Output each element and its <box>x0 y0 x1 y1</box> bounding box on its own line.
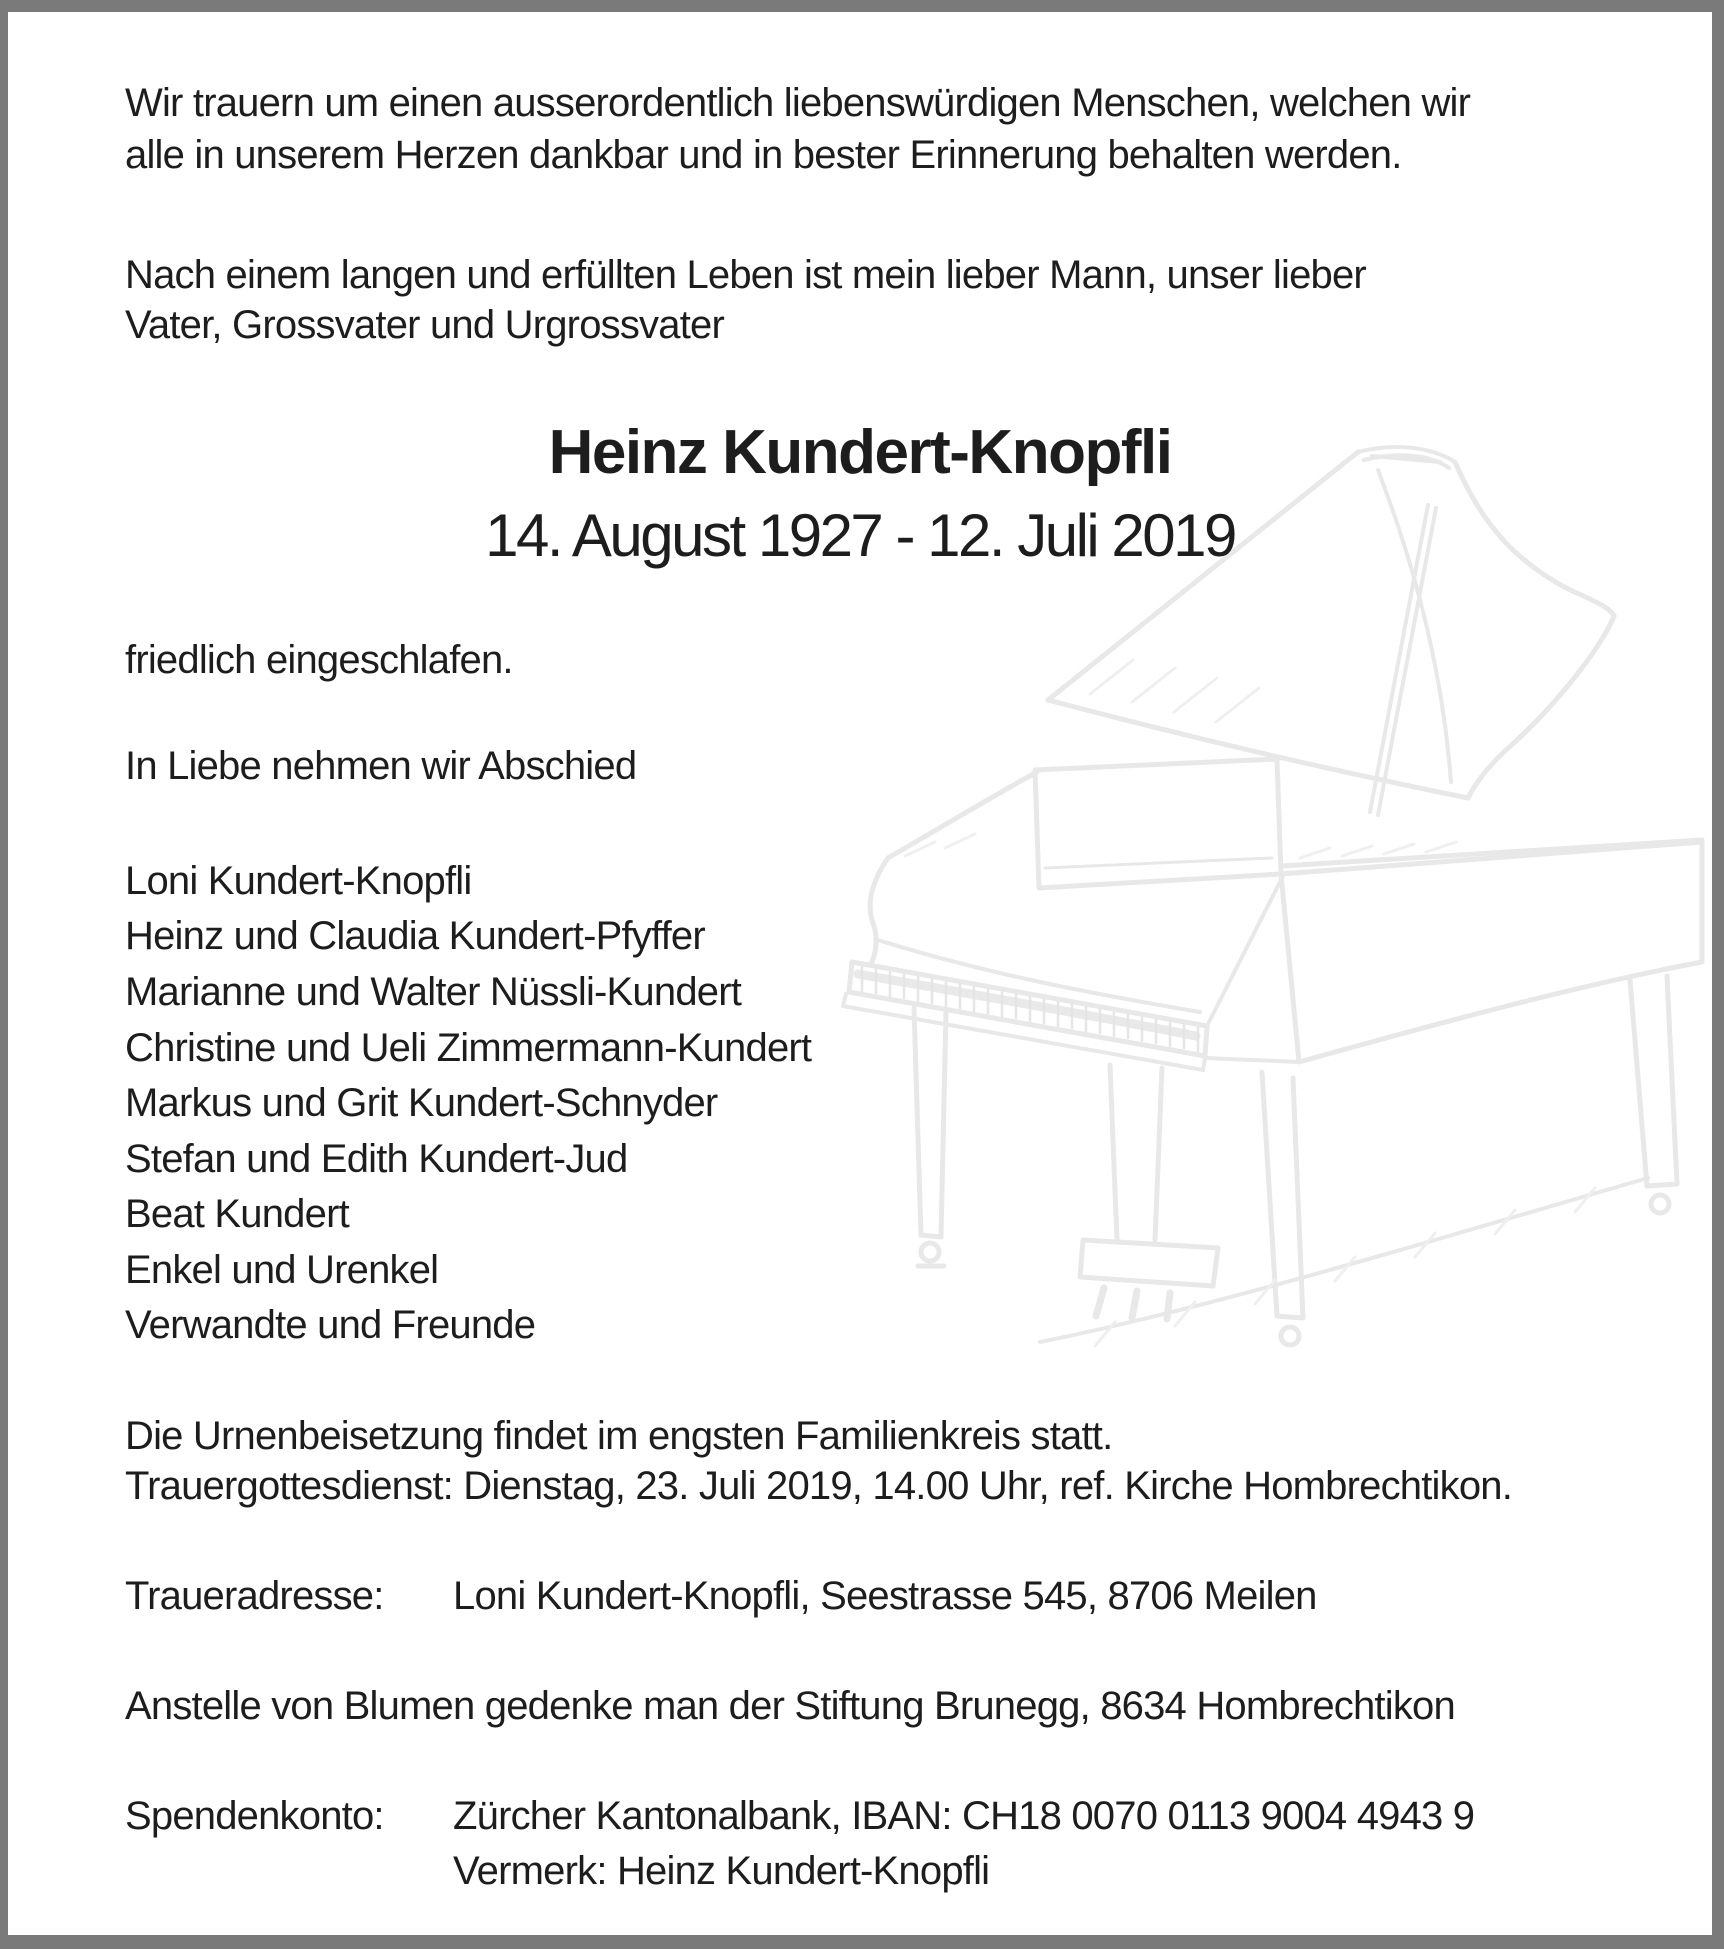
mourner-item: Heinz und Claudia Kundert-Pfyffer <box>125 914 705 958</box>
intro-par2-line1: Nach einem langen und erfüllten Leben ist mein lieber Mann, unser lieber <box>125 253 1366 297</box>
mourner-item: Markus und Grit Kundert-Schnyder <box>125 1081 718 1125</box>
mourner-item: Marianne und Walter Nüssli-Kundert <box>125 970 742 1014</box>
passing-line: friedlich eingeschlafen. <box>125 638 513 682</box>
mourner-item: Enkel und Urenkel <box>125 1248 439 1292</box>
mourner-item: Beat Kundert <box>125 1192 349 1236</box>
service-line2: Trauergottesdienst: Dienstag, 23. Juli 2019, 14.00 Uhr, ref. Kirche Hombrechtikon. <box>125 1464 1513 1508</box>
donation-value: Zürcher Kantonalbank, IBAN: CH18 0070 0113 9004 4943 9 <box>453 1794 1475 1838</box>
flowers-line: Anstelle von Blumen gedenke man der Stiftung Brunegg, 8634 Hombrechtikon <box>125 1684 1455 1728</box>
farewell-line: In Liebe nehmen wir Abschied <box>125 744 637 788</box>
mourner-item: Stefan und Edith Kundert-Jud <box>125 1137 628 1181</box>
intro-par1-line1: Wir trauern um einen ausserordentlich liebenswürdigen Menschen, welchen wir <box>125 81 1471 125</box>
address-label: Traueradresse: <box>125 1574 384 1618</box>
intro-par1-line2: alle in unserem Herzen dankbar und in bester Erinnerung behalten werden. <box>125 133 1402 177</box>
donation-note: Vermerk: Heinz Kundert-Knopfli <box>453 1849 990 1893</box>
intro-par2-line2: Vater, Grossvater und Urgrossvater <box>125 303 724 347</box>
donation-label: Spendenkonto: <box>125 1794 384 1838</box>
mourner-item: Loni Kundert-Knopfli <box>125 859 472 903</box>
life-dates: 14. August 1927 - 12. Juli 2019 <box>485 502 1235 569</box>
mourner-item: Christine und Ueli Zimmermann-Kundert <box>125 1026 812 1070</box>
mourner-item: Verwandte und Freunde <box>125 1303 536 1347</box>
deceased-name: Heinz Kundert-Knopfli <box>548 418 1172 487</box>
address-value: Loni Kundert-Knopfli, Seestrasse 545, 8706 Meilen <box>453 1574 1317 1618</box>
service-line1: Die Urnenbeisetzung findet im engsten Familienkreis statt. <box>125 1414 1113 1458</box>
